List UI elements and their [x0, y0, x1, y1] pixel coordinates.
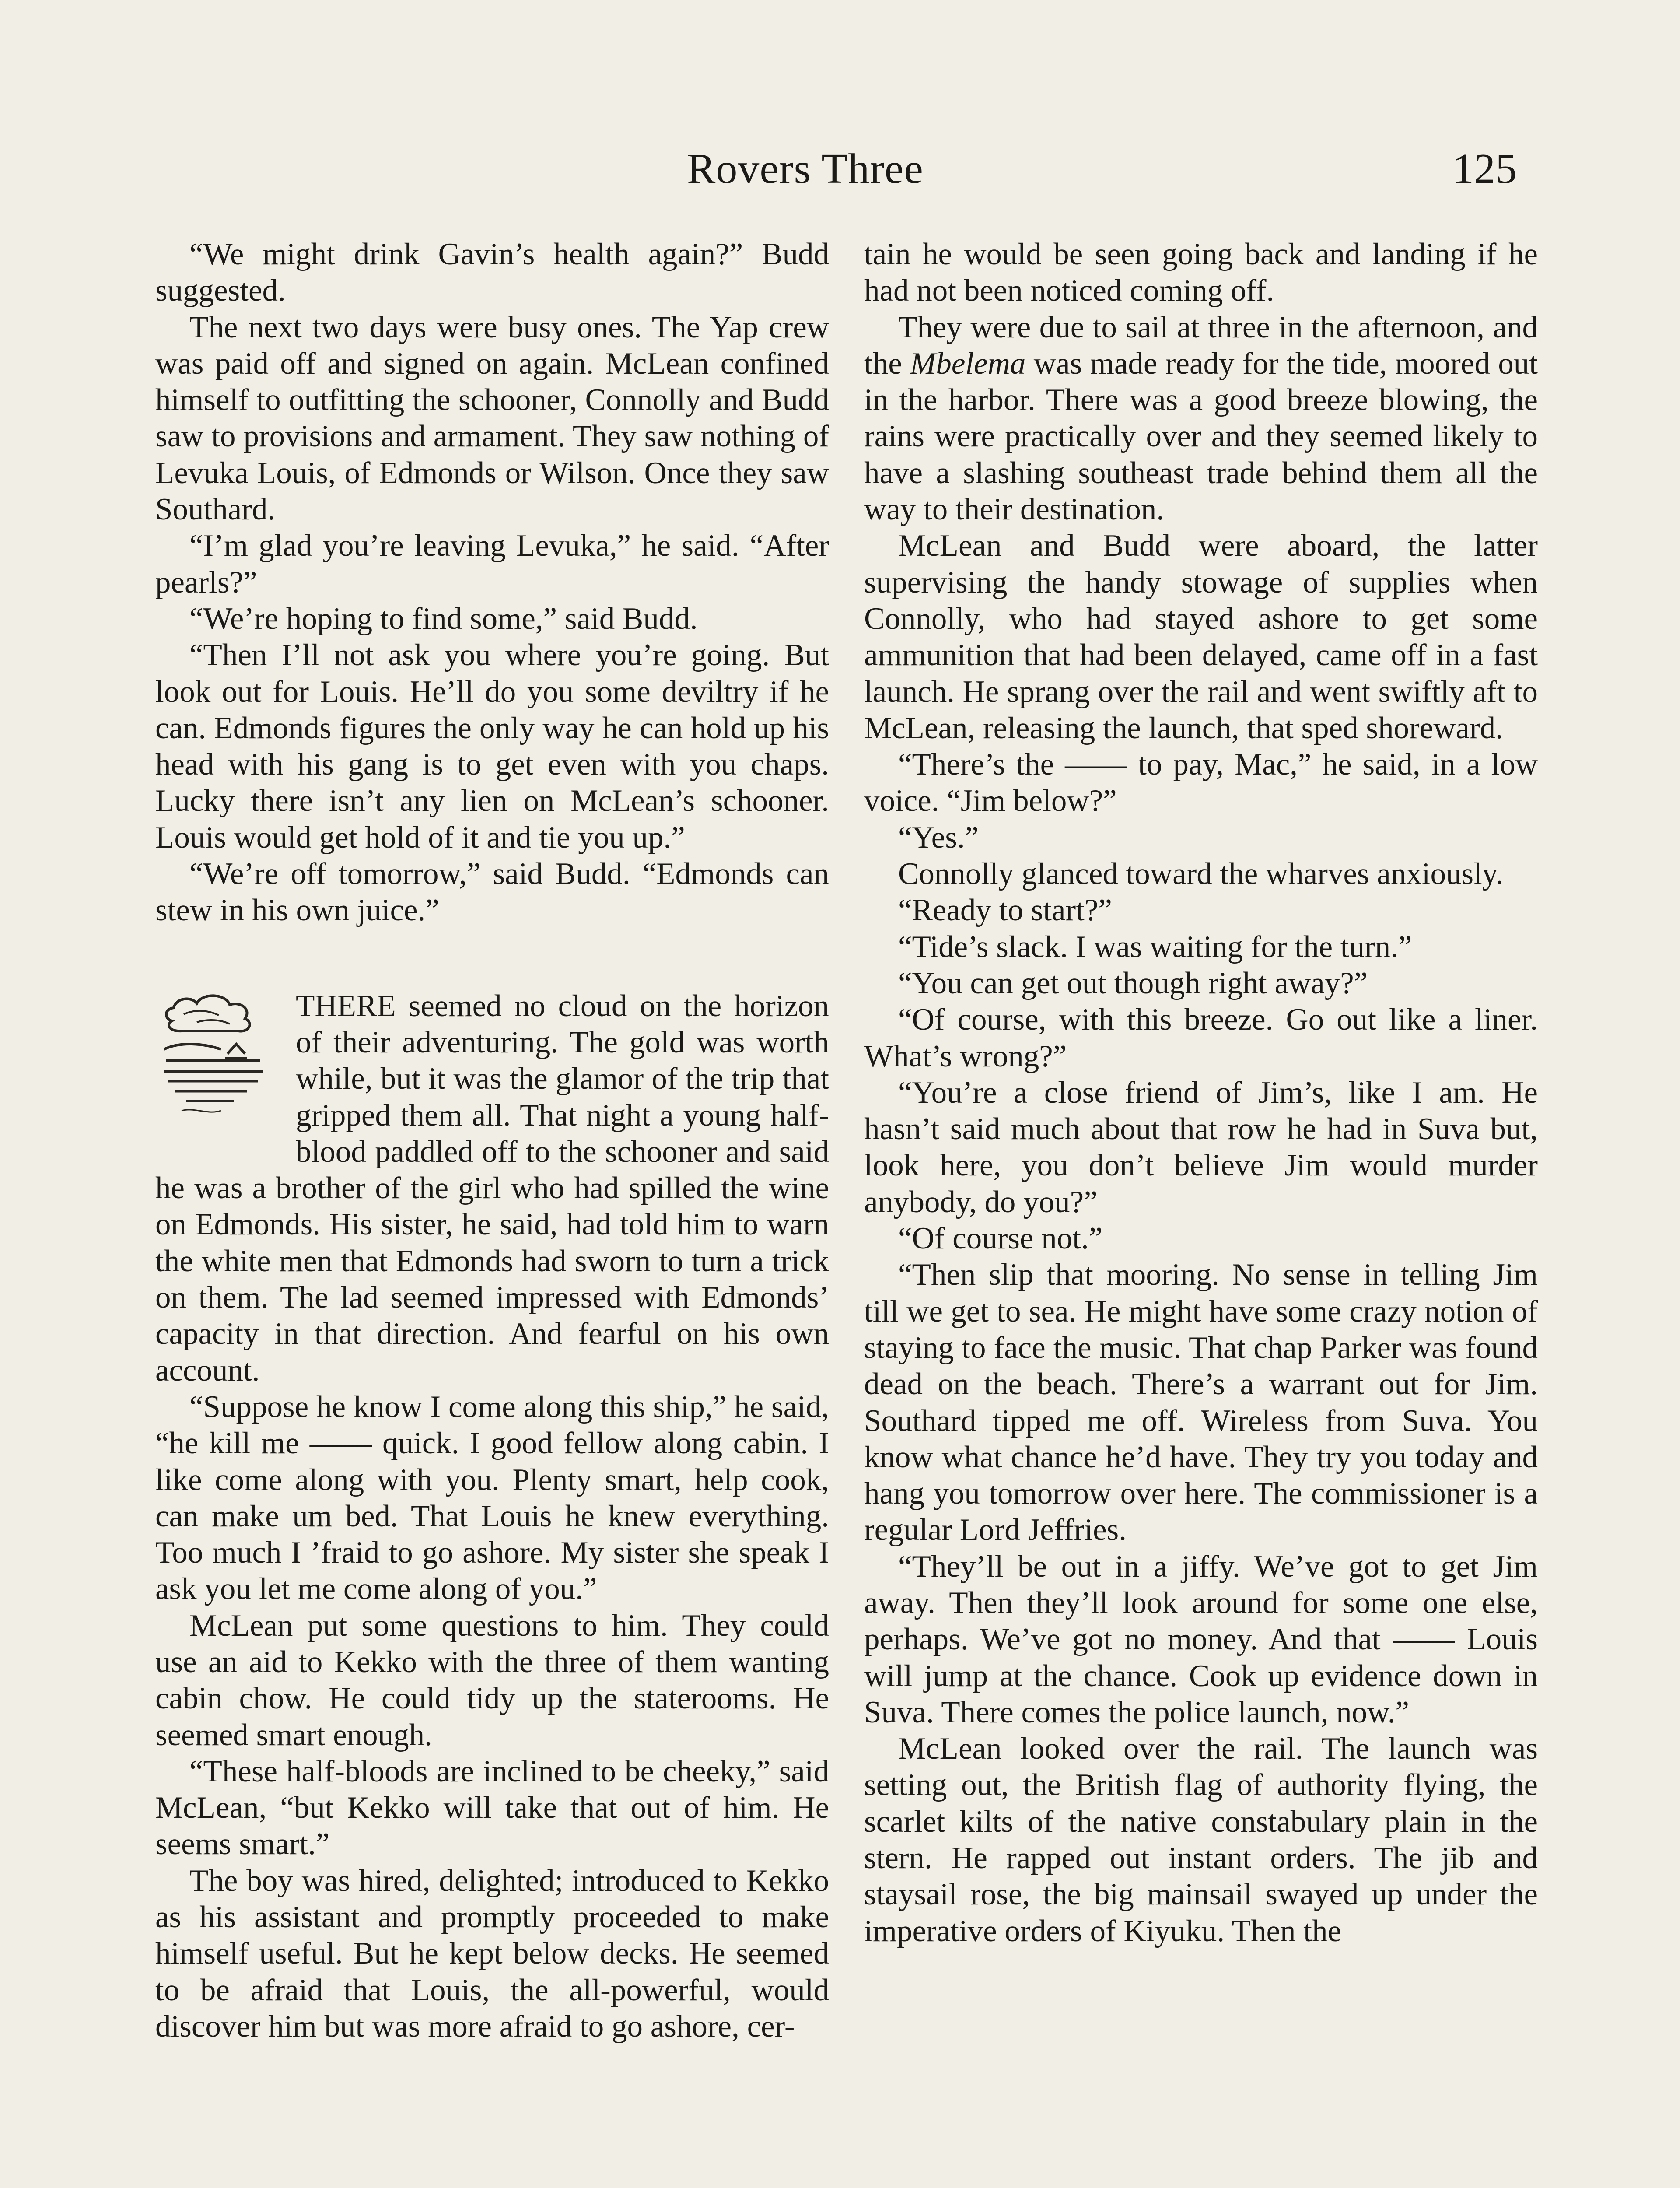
right-column [864, 236, 1538, 1950]
paragraph: “We’re off tomorrow,” said Budd. “Edmonds can stew in his own juice.” [155, 857, 829, 928]
ship-name: Mbelema [910, 346, 1026, 381]
page-number: 125 [1452, 145, 1517, 193]
paragraph: “We’re hoping to find some,” said Budd. [189, 601, 698, 636]
paragraph: McLean looked over the rail. The launch was setting out, the British flag of authority flying, the scarlet kilts of the native constabulary plain in the stern. He rapped out instant orders. The jib and staysail rose, the big mainsail swayed up under the imperative orders of Kiyuku. Then the [864, 1732, 1538, 1948]
paragraph: “Of course, with this breeze. Go out like a liner. What’s wrong?” [864, 1003, 1538, 1073]
paragraph: “They’ll be out in a jiffy. We’ve got to get Jim away. Then they’ll look around for some one else, perhaps. We’ve got no money. And that —— Louis will jump at the chance. Cook up evidence down in Suva. There comes the police launch, now.” [864, 1549, 1538, 1729]
paragraph: McLean put some questions to him. They could use an aid to Kekko with the three of them wanting cabin chow. He could tidy up the staterooms. He seemed smart enough. [155, 1608, 829, 1752]
page-header [0, 144, 1680, 201]
paragraph: “Then slip that mooring. No sense in telling Jim till we get to sea. He might have some crazy notion of staying to face the music. That chap Parker was found dead on the beach. There’s a warrant out for Jim. Southard tipped me off. Wireless from Suva. You know what chance he’d have. They try you today and hang you tomorrow over here. The commissioner is a regular Lord Jeffries. [864, 1258, 1538, 1547]
paragraph: “Ready to start?” [898, 893, 1112, 928]
paragraph [864, 309, 1538, 528]
cloud-sea-ornament-icon [155, 988, 289, 1139]
paragraph: “Suppose he know I come along this ship,” he said, “he kill me —— quick. I good fellow along cabin. I like come along with you. Plenty smart, help cook, can make um bed. That Louis he knew everything. Too much I ’fraid to go ashore. My sister she speak I ask you let me come along of you.” [155, 1389, 829, 1606]
paragraph: “There’s the —— to pay, Mac,” he said, in a low voice. “Jim below?” [864, 747, 1538, 818]
paragraph: “We might drink Gavin’s health again?” Budd suggested. [155, 237, 829, 308]
section-opening [155, 988, 829, 1389]
paragraph-continuation: tain he would be seen going back and landing if he had not been noticed coming off. [864, 237, 1538, 308]
paragraph: The boy was hired, delighted; introduced to Kekko as his assistant and promptly proceeded to make himself useful. But he kept below decks. He seemed to be afraid that Louis, the all-powerful, would discover him but was more afraid to go ashore, cer- [155, 1863, 829, 2044]
section-spacer [155, 929, 829, 988]
paragraph: “Tide’s slack. I was waiting for the turn.” [898, 929, 1412, 964]
paragraph: “You can get out though right away?” [898, 966, 1368, 1000]
section-lead-word: THERE [296, 989, 396, 1023]
running-title: Rovers Three [687, 145, 924, 193]
paragraph: “These half-bloods are inclined to be cheeky,” said McLean, “but Kekko will take that out of him. He seems smart.” [155, 1754, 829, 1862]
paragraph: “You’re a close friend of Jim’s, like I am. He hasn’t said much about that row he had in Suva but, look here, you don’t believe Jim would murder anybody, do you?” [864, 1075, 1538, 1219]
section-text: seemed no cloud on the horizon of their adventuring. The gold was worth while, but it was the glamor of the trip that gripped them all. That night a young half-blood paddled off to the schooner and said he was a brother of the girl who had spilled the wine on Edmonds. His sister, he said, had told him to warn the white men that Edmonds had sworn to turn a trick on them. The lad seemed impressed with Edmonds’ capacity in that direction. And fearful on his own account. [155, 989, 829, 1388]
paragraph: “Yes.” [898, 820, 979, 855]
paragraph: Connolly glanced toward the wharves anxiously. [898, 857, 1504, 891]
paragraph: “Of course not.” [898, 1221, 1103, 1256]
paragraph: The next two days were busy ones. The Yap crew was paid off and signed on again. McLean confined himself to outfitting the schooner, Connolly and Budd saw to provisions and armament. They saw nothing of Levuka Louis, of Edmonds or Wilson. Once they saw Southard. [155, 310, 829, 527]
paragraph: “I’m glad you’re leaving Levuka,” he said. “After pearls?” [155, 529, 829, 600]
left-column [155, 236, 829, 2045]
sail-text-before: They were due to sail at three in the afternoon, and the [864, 310, 1538, 381]
paragraph: McLean and Budd were aboard, the latter supervising the handy stowage of supplies when Connolly, who had stayed ashore to get some ammunition that had been delayed, came off in a fast launch. He sprang over the rail and went swiftly aft to McLean, releasing the launch, that sped shoreward. [864, 529, 1538, 745]
paragraph: “Then I’ll not ask you where you’re going. But look out for Louis. He’ll do you some deviltry if he can. Edmonds figures the only way he can hold up his head with his gang is to get even with you chaps. Lucky there isn’t any lien on McLean’s schooner. Louis would get hold of it and tie you up.” [155, 638, 829, 855]
sail-text-after: was made ready for the tide, moored out in the harbor. There was a good breeze blowing, the rains were practically over and they seemed likely to have a slashing southeast trade behind them all the way to their destination. [864, 346, 1538, 527]
